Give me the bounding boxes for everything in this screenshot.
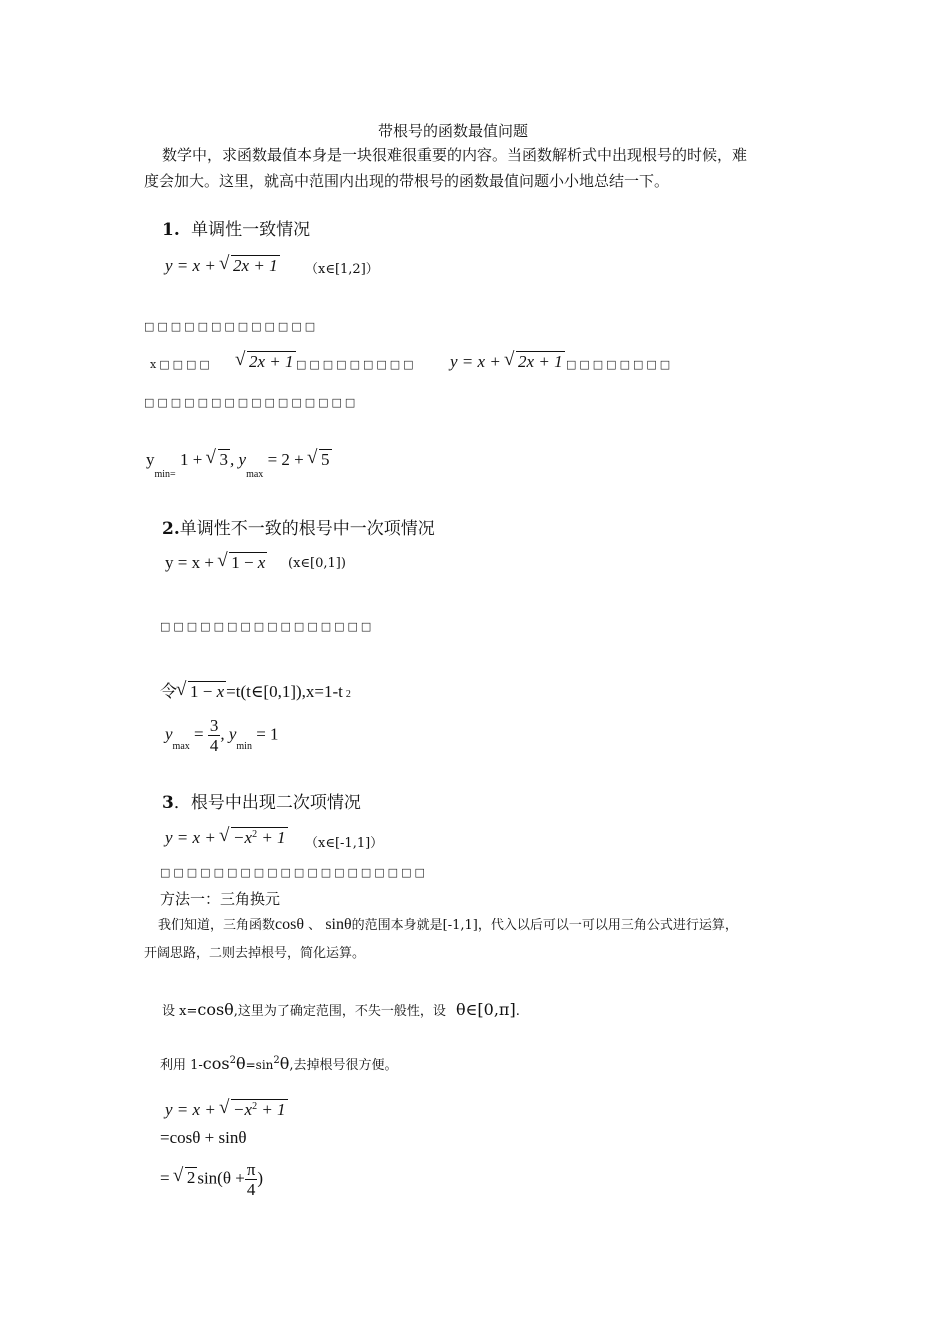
use-cos: cos [202,1054,230,1073]
line3-end: ) [257,1168,264,1188]
section-1-result: $y_{min=}$ 1 + √ 3 , $y_{max} = 2$ + √ 5 [146,450,332,470]
use-suffix: ,去掉根号很方便。 [289,1058,398,1073]
set-line [162,1000,520,1019]
use-theta-2: θ [279,1054,290,1073]
section-2-note-1: □□□□□□□□□□□□□□□□ [160,620,375,633]
page-title: 带根号的函数最值问题 [378,122,529,140]
section-2-number: 2. [162,519,180,539]
explain-sin: sinθ [325,916,352,933]
set-prefix: 设 x= [162,1004,198,1019]
section-3-function: y = x + √ $-x^2 + 1$ [165,828,288,848]
use-theta: θ [235,1054,246,1073]
s2-max-subscript: max [172,741,190,753]
section-1-function: y = x + √ 2x + 1 [165,256,280,276]
method-label: 方法一：三角换元 [160,890,281,908]
section-1-title: 单调性一致情况 [191,220,311,240]
explain-b: 的范围本身就是[-1,1]，代入以后可以一可以用三角公式进行运算， [351,918,738,933]
section-1-sqrt-term: √ 2x + 1 [236,352,296,372]
intro-line-2: 度会加大。这里，就高中范围内出现的带根号的函数最值问题小小地总结一下。 [144,172,670,190]
explain-a: 我们知道，三角函数 [158,918,276,933]
section-2-substitution: 令√ 1 − x =t(t∈[0,1]),x=1-t 2 [160,677,351,702]
section-2-title: 单调性不一致的根号中一次项情况 [179,519,435,539]
section-1-note-4: □□□□□□□□□□□□□□□□ [144,396,359,409]
section-1-x-prefix: x□□□□ [150,358,213,371]
line3-a: = [160,1168,174,1188]
section-2-function: y = x + √ 1 − x [165,553,267,573]
section-3-domain: （x∈[-1,1]） [305,836,384,851]
intro-line-1: 数学中，求函数最值本身是一块很难很重要的内容。当函数解析式中出现根号的时候，难 [162,146,748,164]
explain-line-1 [158,914,738,934]
derivation-line-3: = √ 2 sin(θ + $\frac{\pi}{4}$ ) [160,1160,263,1199]
use-eq: =sin [245,1058,274,1072]
section-2-domain: (x∈[0,1]) [288,556,346,571]
set-cos: cosθ [197,1000,234,1019]
use-exp-1: 2 [229,1055,236,1066]
explain-cos: cosθ [275,916,305,933]
section-1-domain: （x∈[1,2]） [305,262,379,277]
section-2-heading [162,514,435,539]
line3-b: sin(θ + [197,1168,245,1188]
section-1-heading [162,215,310,240]
min-subscript: min= [154,469,176,480]
section-1-note-3: □□□□□□□□ [566,358,674,371]
let-suffix: =t(t∈[0,1]),x=1-t [226,682,343,701]
section-3-note-1: □□□□□□□□□□□□□□□□□□□□ [160,866,428,879]
section-1-note-2: □□□□□□□□□ [296,358,417,371]
section-2-result: $y_{max}$ = $\frac{3}{4}$ , $y_{min} = 1$ [165,716,279,755]
frac-denominator: 4 [209,736,219,755]
set-end: . [515,1004,520,1019]
section-1-note-1: □□□□□□□□□□□□□ [144,320,319,333]
derivation-line-2 [160,1128,246,1148]
derivation-line-1: y = x + √ $-x^2 + 1$ [165,1100,288,1120]
explain-sep: 、 [308,918,322,933]
let-exponent: 2 [345,689,351,700]
max-subscript: max [246,469,264,480]
line3-denominator: 4 [246,1180,256,1199]
section-3-heading [162,788,361,813]
s2-min-subscript: min [236,741,252,753]
set-range: θ∈[0,π] [455,1000,516,1019]
section-1-function-repeat: y = x + √ 2x + 1 [450,352,565,372]
y-letter: y [146,450,155,469]
section-3-number: 3 [162,793,174,813]
use-line [160,1054,398,1073]
use-exp-2: 2 [273,1055,280,1066]
use-prefix: 利用 1- [160,1058,203,1073]
set-mid: ,这里为了确定范围，不失一般性，设 [233,1004,446,1019]
line3-numerator: π [246,1160,256,1179]
section-3-title: ．根号中出现二次项情况 [173,793,361,813]
frac-numerator: 3 [209,716,219,735]
explain-line-2: 开阔思路，二则去掉根号，简化运算。 [144,946,366,961]
section-1-number: 1. [162,220,180,240]
let-prefix: 令 [160,682,177,701]
derivation-line-2-text: =cosθ + sinθ [160,1128,247,1147]
